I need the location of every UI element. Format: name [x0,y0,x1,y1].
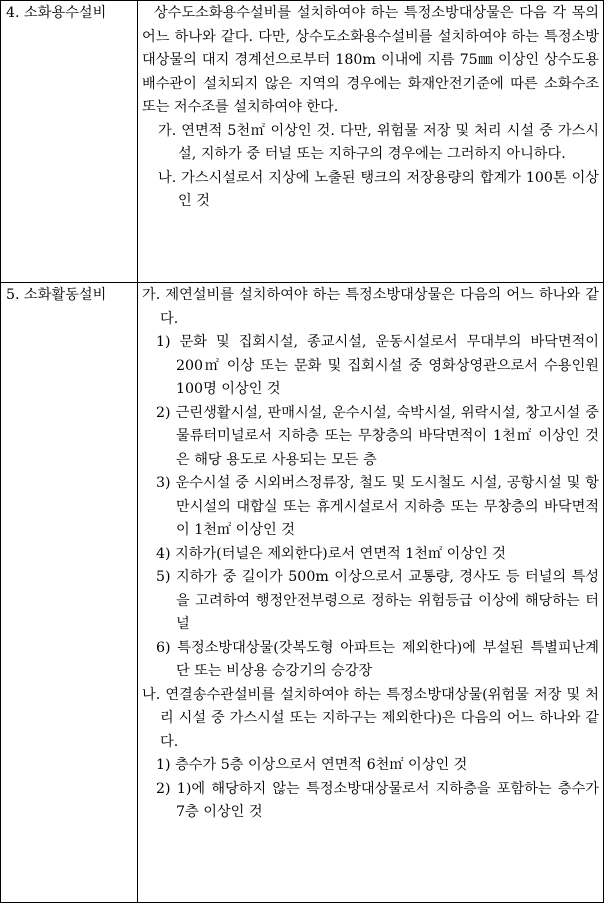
list-item: 가. 연면적 5천㎡ 이상인 것. 다만, 위험물 저장 및 처리 시설 중 가스시설, 지하가 중 터널 또는 지하구의 경우에는 그러하지 아니하다. [158,122,599,162]
list-item: 4) 지하가(터널은 제외한다)로서 연면적 1천㎡ 이상인 것 [156,545,507,562]
list-item: 나. 가스시설로서 지상에 노출된 탱크의 저장용량의 합계가 100톤 이상인 것 [158,169,599,209]
list-item: 나. 연결송수관설비를 설치하여야 하는 특정소방대상물(위험물 저장 및 처리 시설 중 가스시설 또는 지하구는 제외한다)은 다음의 어느 하나와 같다. [142,686,599,750]
list-item: 가. 제연설비를 설치하여야 하는 특정소방대상물은 다음의 어느 하나와 같다. [142,287,599,327]
list-item: 6) 특정소방대상물(갓복도형 아파트는 제외한다)에 부설된 특별피난계단 또는 비상용 승강기의 승강장 [156,639,599,679]
list-item: 5) 지하가 중 길이가 500m 이상으로서 교통량, 경사도 등 터널의 특성을 고려하여 행정안전부령으로 정하는 위험등급 이상에 해당하는 터널 [156,569,599,632]
row-content [138,283,604,903]
list-item: 2) 근린생활시설, 판매시설, 운수시설, 숙박시설, 위락시설, 창고시설 중 물류터미널로서 지하층 또는 무창층의 바닥면적이 1천㎡ 이상인 것은 해당 용도로 사용되는 모든 층 [156,404,599,468]
intro-paragraph: 상수도소화용수설비를 설치하여야 하는 특정소방대상물은 다음 각 목의 어느 하나와 같다. 다만, 상수도소화용수설비를 설치하여야 하는 특정소방대상물의 대지 경계선으로부터 180m 이내에 지름 75㎜ 이상인 상수도용 배수관이 설치되지 않은 지역의 경우에는 화재안전기준에 따른 소화수조 또는 저수조를 설치하여야 한다. [142,5,599,115]
table-row [1,1,604,283]
list-item: 2) 1)에 해당하지 않는 특정소방대상물로서 지하층을 포함하는 층수가 7층 이상인 것 [156,780,599,820]
row-content [138,1,604,283]
list-item: 1) 문화 및 집회시설, 종교시설, 운동시설로서 무대부의 바닥면적이 200㎡ 이상 또는 문화 및 집회시설 중 영화상영관으로서 수용인원 100명 이상인 것 [156,334,599,397]
table-row [1,283,604,903]
row-label: 5. 소화활동설비 [1,283,138,903]
list-item: 1) 층수가 5층 이상으로서 연면적 6천㎡ 이상인 것 [156,757,468,773]
list-item: 3) 운수시설 중 시외버스정류장, 철도 및 도시철도 시설, 공항시설 및 항만시설의 대합실 또는 휴게시설로서 지하층 또는 무창층의 바닥면적이 1천㎡ 이상인 것 [156,475,599,538]
row-label: 4. 소화용수설비 [1,1,138,283]
